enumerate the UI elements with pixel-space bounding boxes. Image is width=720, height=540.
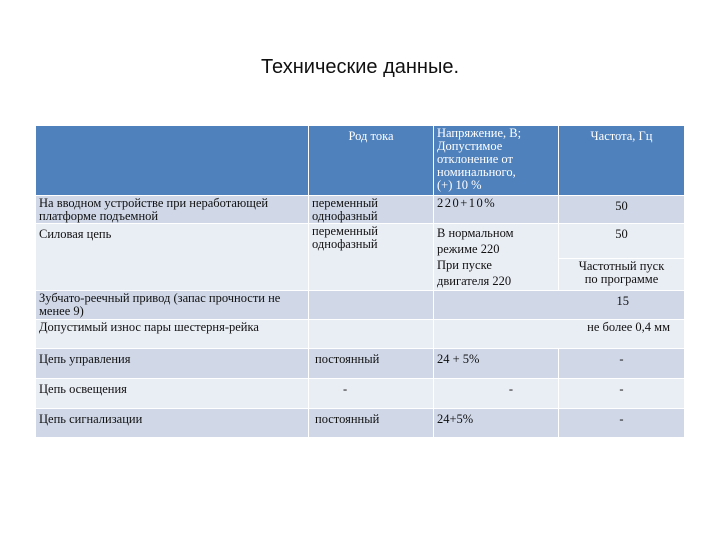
page-title: Технические данные. [260,56,460,78]
row-signaling-frequency: - [559,409,684,437]
row-gear-wear-value: не более 0,4 мм [434,320,684,348]
row-input-device-frequency: 50 [559,196,684,223]
row-gear-wear-label: Допустимый износ пары шестерня-рейка [36,320,308,348]
row-control-label: Цепь управления [36,349,308,378]
row-lighting-label: Цепь освещения [36,379,308,408]
header-current-type: Род тока [309,126,433,195]
row-input-device-label: На вводном устройстве при неработающей платформе подъемной [36,196,308,223]
row-power-circuit-frequency-start: Частотный пуск по программе [559,259,684,290]
row-rack-drive-blank-current [309,291,433,319]
row-signaling-label: Цепь сигнализации [36,409,308,437]
row-signaling-voltage: 24+5% [434,409,558,437]
row-rack-drive-value: 15 [434,291,684,319]
header-blank-cell [36,126,308,195]
row-lighting-frequency: - [559,379,684,408]
row-lighting-voltage: - [434,379,558,408]
row-power-circuit-label: Силовая цепь [36,224,308,290]
row-power-circuit-frequency-normal: 50 [559,224,684,258]
row-rack-drive-label: Зубчато-реечный привод (запас прочности не менее 9) [36,291,308,319]
row-lighting-current: - [309,379,433,408]
header-voltage: Напряжение, В; Допустимое отклонение от номинального, (+) 10 % [434,126,558,195]
row-signaling-current: постоянный [309,409,433,437]
row-control-current: постоянный [309,349,433,378]
row-control-frequency: - [559,349,684,378]
header-frequency: Частота, Гц [559,126,684,195]
row-input-device-voltage: 220+10% [434,196,558,223]
row-gear-wear-blank-current [309,320,433,348]
row-control-voltage: 24 + 5% [434,349,558,378]
row-input-device-current: переменный однофазный [309,196,433,223]
row-power-circuit-voltage: В нормальном режиме 220 При пуске двигателя 220 [434,224,558,290]
row-power-circuit-current: переменный однофазный [309,224,433,290]
